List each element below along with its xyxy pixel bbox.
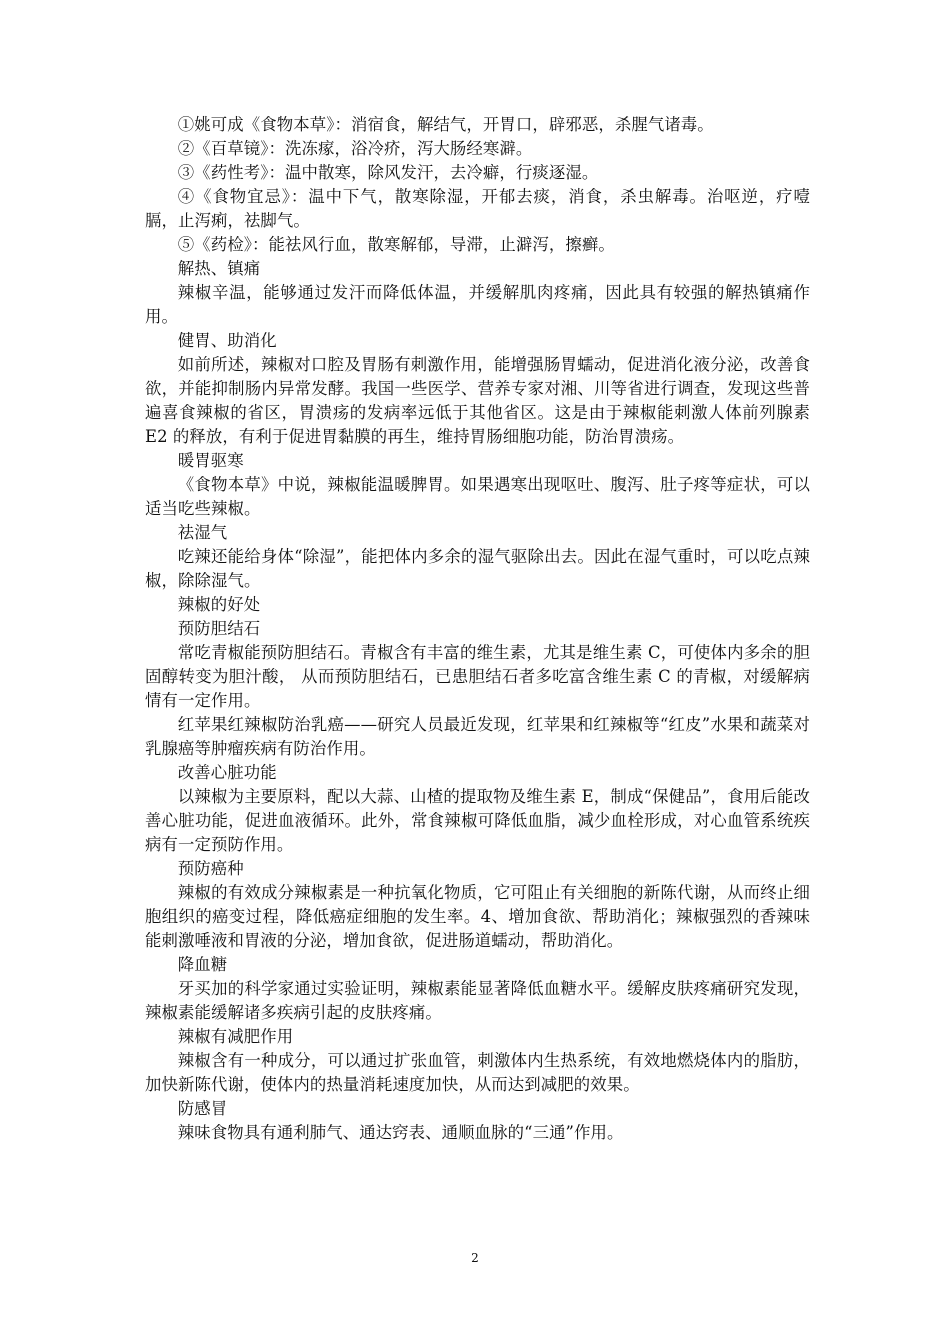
heading-cancer-prevention: 预防癌种 xyxy=(177,859,244,878)
body-weight-loss: 辣椒含有一种成分，可以通过扩张血管，刺激体内生热系统，有效地燃烧体内的脂肪，加快新陈代谢，使体内的热量消耗速度加快，从而达到减肥的效果。 xyxy=(145,1051,810,1094)
quote-yaoxing-kao: ③《药性考》：温中散寒，除风发汗，去冷癖，行痰逐湿。 xyxy=(177,163,599,182)
quote-yaojian: ⑤《药检》：能祛风行血，散寒解郁，导滞，止澼泻，擦癣。 xyxy=(177,235,615,254)
body-cold-prevention: 辣味食物具有通利肺气、通达窍表、通顺血脉的“三通”作用。 xyxy=(177,1123,624,1142)
heading-warm-stomach: 暖胃驱寒 xyxy=(177,451,244,470)
document-body xyxy=(145,113,810,1145)
section-heading-benefits: 辣椒的好处 xyxy=(177,595,261,614)
heading-gallstones: 预防胆结石 xyxy=(177,619,261,638)
page-number: 2 xyxy=(471,1251,479,1265)
body-digestion: 如前所述，辣椒对口腔及胃肠有刺激作用，能增强肠胃蠕动，促进消化液分泌，改善食欲，并能抑制肠内异常发酵。我国一些医学、营养专家对湘、川等省进行调查，发现这些普遍喜食辣椒的省区，胃溃疡的发病率远低于其他省区。这是由于辣椒能刺激人体前列腺素 E2 的释放，有利于促进胃黏膜的再生，维持胃肠细胞功能，防治胃溃疡。 xyxy=(145,355,810,446)
body-antipyretic-analgesic: 辣椒辛温，能够通过发汗而降低体温，并缓解肌肉疼痛，因此具有较强的解热镇痛作用。 xyxy=(145,283,810,326)
body-dampness: 吃辣还能给身体“除湿”，能把体内多余的湿气驱除出去。因此在湿气重时，可以吃点辣椒，除除湿气。 xyxy=(145,547,810,590)
heading-digestion: 健胃、助消化 xyxy=(177,331,277,350)
body-gallstones: 常吃青椒能预防胆结石。青椒含有丰富的维生素，尤其是维生素 C，可使体内多余的胆固醇转变为胆汁酸， 从而预防胆结石，已患胆结石者多吃富含维生素 C 的青椒，对缓解病情有一定作用。 xyxy=(145,643,810,710)
body-blood-sugar: 牙买加的科学家通过实验证明，辣椒素能显著降低血糖水平。缓解皮肤疼痛研究发现，辣椒素能缓解诸多疾病引起的皮肤疼痛。 xyxy=(145,979,810,1022)
quote-shiwu-yiji: ④《食物宜忌》：温中下气，散寒除湿，开郁去痰，消食，杀虫解毒。治呕逆，疗噎膈，止泻痢，祛脚气。 xyxy=(145,187,810,230)
body-breast-cancer: 红苹果红辣椒防治乳癌——研究人员最近发现，红苹果和红辣椒等“红皮”水果和蔬菜对乳腺癌等肿瘤疾病有防治作用。 xyxy=(145,715,810,758)
quote-shiwu-bencao: ①姚可成《食物本草》：消宿食，解结气，开胃口，辟邪恶，杀腥气诸毒。 xyxy=(177,115,714,134)
heading-blood-sugar: 降血糖 xyxy=(177,955,228,974)
heading-weight-loss: 辣椒有减肥作用 xyxy=(177,1027,294,1046)
heading-heart: 改善心脏功能 xyxy=(177,763,277,782)
body-warm-stomach: 《食物本草》中说，辣椒能温暖脾胃。如果遇寒出现呕吐、腹泻、肚子疼等症状，可以适当吃些辣椒。 xyxy=(145,475,810,518)
body-cancer-prevention: 辣椒的有效成分辣椒素是一种抗氧化物质，它可阻止有关细胞的新陈代谢，从而终止细胞组织的癌变过程，降低癌症细胞的发生率。4、增加食欲、帮助消化；辣椒强烈的香辣味能刺激唾液和胃液的分泌，增加食欲，促进肠道蠕动，帮助消化。 xyxy=(145,883,810,950)
heading-antipyretic-analgesic: 解热、镇痛 xyxy=(177,259,261,278)
heading-dampness: 祛湿气 xyxy=(177,523,228,542)
heading-cold-prevention: 防感冒 xyxy=(177,1099,228,1118)
body-heart: 以辣椒为主要原料，配以大蒜、山楂的提取物及维生素 E，制成“保健品”，食用后能改善心脏功能，促进血液循环。此外，常食辣椒可降低血脂，减少血栓形成，对心血管系统疾病有一定预防作用。 xyxy=(145,787,810,854)
quote-baicao-jing: ②《百草镜》：洗冻瘃，浴冷疥，泻大肠经寒澼。 xyxy=(177,139,533,158)
